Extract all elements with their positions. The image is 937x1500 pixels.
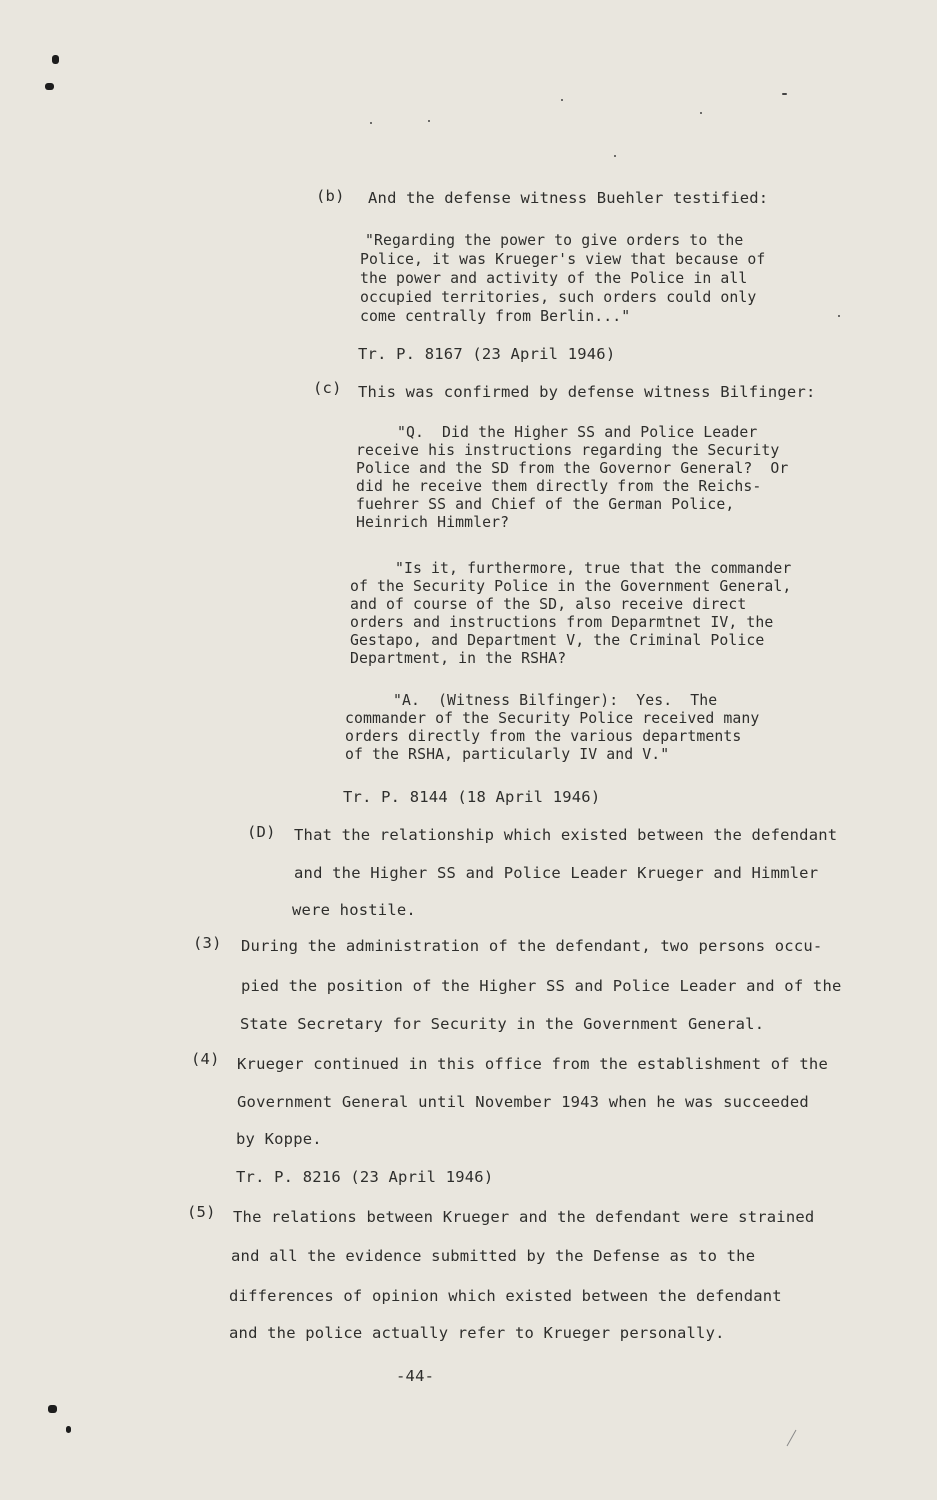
section-c-label: (c) xyxy=(313,379,342,397)
paper-speck xyxy=(838,315,840,317)
quote-line: the power and activity of the Police in all xyxy=(360,270,748,287)
section-b-intro: And the defense witness Buehler testified: xyxy=(368,189,769,207)
quote-line: receive his instructions regarding the Security xyxy=(356,442,780,459)
quote-line: of the Security Police in the Government General, xyxy=(350,578,792,595)
body-line: and the police actually refer to Krueger personally. xyxy=(229,1324,725,1342)
quote-line: "A. (Witness Bilfinger): Yes. The xyxy=(393,692,718,709)
body-line: and the Higher SS and Police Leader Krueger and Himmler xyxy=(294,864,819,882)
quote-line: Department, in the RSHA? xyxy=(350,650,567,667)
quote-line: Gestapo, and Department V, the Criminal Police xyxy=(350,632,765,649)
paper-speck xyxy=(561,99,563,101)
citation: Tr. P. 8167 (23 April 1946) xyxy=(358,345,616,363)
quote-line: come centrally from Berlin..." xyxy=(360,308,631,325)
punch-hole-mark xyxy=(45,83,54,90)
item-3-label: (3) xyxy=(193,934,222,952)
page-number: -44- xyxy=(396,1367,435,1385)
quote-line: "Regarding the power to give orders to the xyxy=(365,232,744,249)
body-line: were hostile. xyxy=(292,901,416,919)
quote-line: Police, it was Krueger's view that because of xyxy=(360,251,766,268)
quote-line: "Q. Did the Higher SS and Police Leader xyxy=(397,424,758,441)
body-line: During the administration of the defendant, two persons occu- xyxy=(241,937,823,955)
quote-line: of the RSHA, particularly IV and V." xyxy=(345,746,670,763)
citation: Tr. P. 8144 (18 April 1946) xyxy=(343,788,601,806)
punch-hole-mark xyxy=(48,1405,57,1413)
paper-speck xyxy=(700,112,702,114)
quote-line: Heinrich Himmler? xyxy=(356,514,510,531)
body-line: Krueger continued in this office from the establishment of the xyxy=(237,1055,828,1073)
item-4-label: (4) xyxy=(191,1050,220,1068)
section-c-intro: This was confirmed by defense witness Bilfinger: xyxy=(358,383,816,401)
section-b-label: (b) xyxy=(316,187,345,205)
quote-line: orders and instructions from Deparmtnet IV, the xyxy=(350,614,774,631)
quote-line: "Is it, furthermore, true that the commander xyxy=(395,560,792,577)
quote-line: did he receive them directly from the Reichs- xyxy=(356,478,762,495)
quote-line: Police and the SD from the Governor General? Or xyxy=(356,460,789,477)
body-line: State Secretary for Security in the Government General. xyxy=(240,1015,765,1033)
paper-speck xyxy=(370,122,372,124)
body-line: and all the evidence submitted by the Defense as to the xyxy=(231,1247,756,1265)
paper-speck xyxy=(614,155,616,157)
item-5-label: (5) xyxy=(187,1203,216,1221)
quote-line: fuehrer SS and Chief of the German Police, xyxy=(356,496,735,513)
pencil-stroke-mark xyxy=(784,1428,798,1448)
quote-line: commander of the Security Police received many xyxy=(345,710,760,727)
body-line: The relations between Krueger and the defendant were strained xyxy=(233,1208,815,1226)
paper-speck xyxy=(428,120,430,122)
body-line: by Koppe. xyxy=(236,1130,322,1148)
punch-hole-mark xyxy=(66,1426,71,1433)
body-line: pied the position of the Higher SS and Police Leader and of the xyxy=(241,977,842,995)
body-line: Government General until November 1943 when he was succeeded xyxy=(237,1093,809,1111)
body-line: differences of opinion which existed between the defendant xyxy=(229,1287,782,1305)
body-line: That the relationship which existed between the defendant xyxy=(294,826,838,844)
section-d-label: (D) xyxy=(247,823,276,841)
quote-line: occupied territories, such orders could only xyxy=(360,289,757,306)
punch-hole-mark xyxy=(52,55,59,64)
quote-line: and of course of the SD, also receive direct xyxy=(350,596,747,613)
quote-line: orders directly from the various departments xyxy=(345,728,742,745)
citation: Tr. P. 8216 (23 April 1946) xyxy=(236,1168,494,1186)
paper-speck xyxy=(782,93,787,95)
